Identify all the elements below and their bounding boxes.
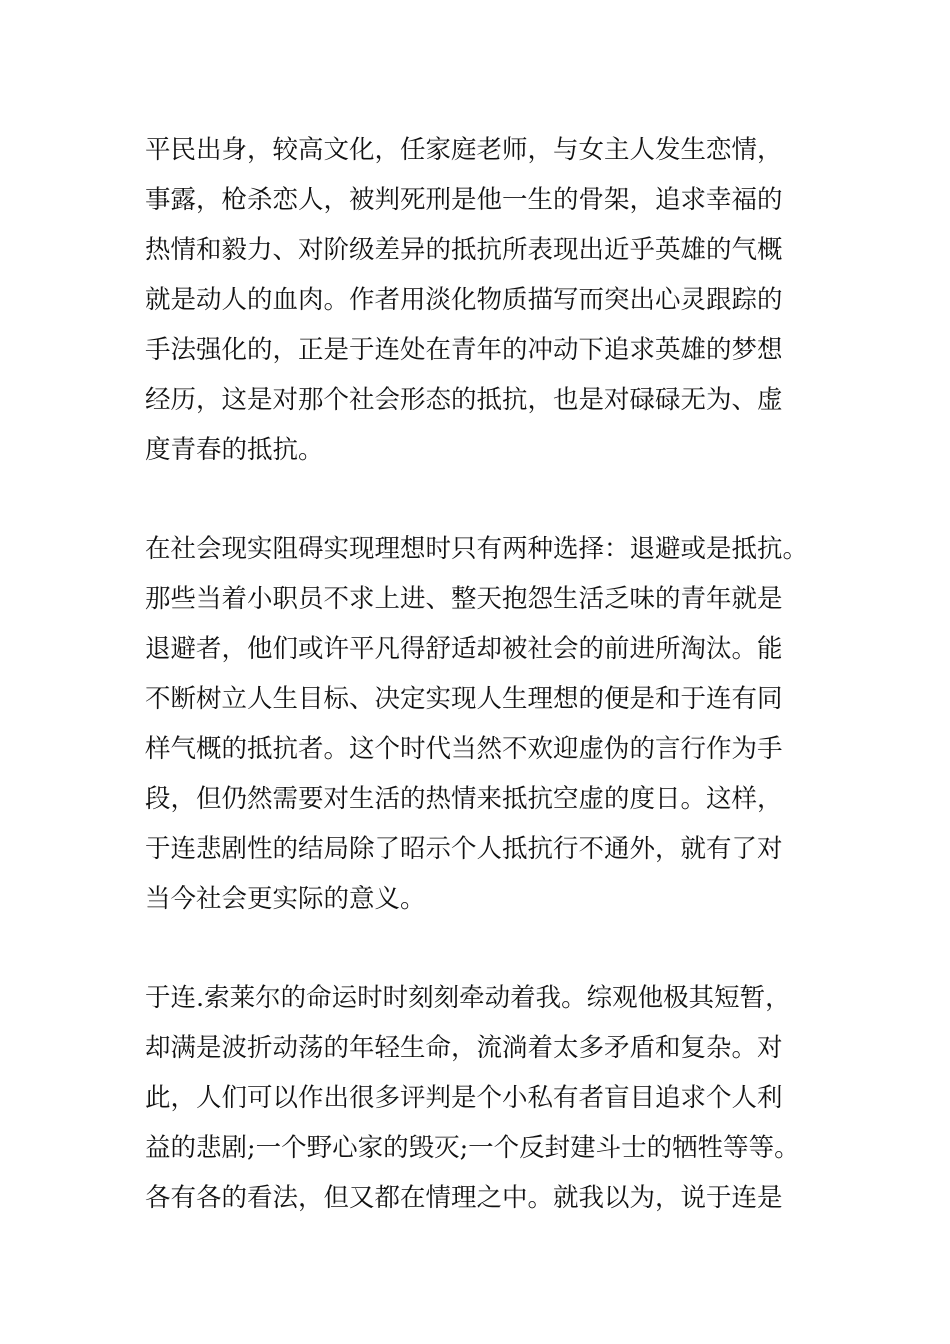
paragraph-line: 段，但仍然需要对生活的热情来抵抗空虚的度日。这样， [145, 784, 783, 814]
paragraph-line: 手法强化的，正是于连处在青年的冲动下追求英雄的梦想 [145, 335, 783, 365]
paragraph-line: 在社会现实阻碍实现理想时只有两种选择：退避或是抵抗。 [145, 534, 809, 564]
paragraph-line: 退避者，他们或许平凡得舒适却被社会的前进所淘汰。能 [145, 634, 783, 664]
paragraph-line: 益的悲剧;一个野心家的毁灭;一个反封建斗士的牺牲等等。 [145, 1133, 800, 1163]
paragraph-line: 样气概的抵抗者。这个时代当然不欢迎虚伪的言行作为手 [145, 734, 783, 764]
paragraph-line: 事露，枪杀恋人，被判死刑是他一生的骨架，追求幸福的 [145, 185, 783, 215]
paragraph-3 [145, 973, 815, 1223]
paragraph-line: 当今社会更实际的意义。 [145, 884, 426, 914]
paragraph-line: 经历，这是对那个社会形态的抵抗，也是对碌碌无为、虚 [145, 385, 783, 415]
paragraph-1 [145, 125, 815, 475]
paragraph-line: 那些当着小职员不求上进、整天抱怨生活乏味的青年就是 [145, 584, 783, 614]
paragraph-line: 却满是波折动荡的年轻生命，流淌着太多矛盾和复杂。对 [145, 1033, 783, 1063]
paragraph-line: 各有各的看法，但又都在情理之中。就我以为，说于连是 [145, 1183, 783, 1213]
paragraph-line: 就是动人的血肉。作者用淡化物质描写而突出心灵跟踪的 [145, 285, 783, 315]
paragraph-line: 于连.索莱尔的命运时时刻刻牵动着我。综观他极其短暂， [145, 983, 791, 1013]
paragraph-line: 于连悲剧性的结局除了昭示个人抵抗行不通外，就有了对 [145, 834, 783, 864]
paragraph-line: 度青春的抵抗。 [145, 435, 324, 465]
paragraph-line: 平民出身，较高文化，任家庭老师，与女主人发生恋情， [145, 135, 783, 165]
paragraph-line: 不断树立人生目标、决定实现人生理想的便是和于连有同 [145, 684, 783, 714]
paragraph-2 [145, 524, 815, 924]
paragraph-line: 此，人们可以作出很多评判是个小私有者盲目追求个人利 [145, 1083, 783, 1113]
paragraph-line: 热情和毅力、对阶级差异的抵抗所表现出近乎英雄的气概 [145, 235, 783, 265]
